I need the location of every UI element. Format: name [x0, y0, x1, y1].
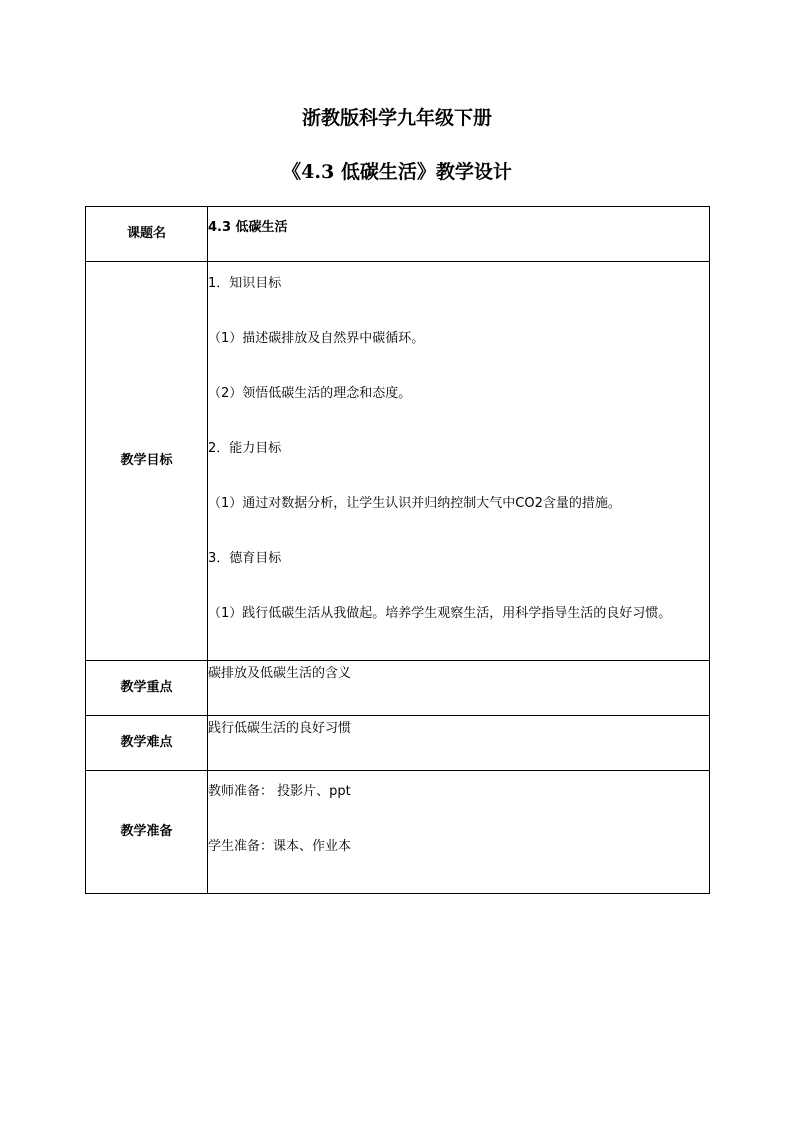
difficulties-value: 践行低碳生活的良好习惯: [208, 721, 352, 736]
table-row-key-points: [86, 661, 710, 716]
goal-line: 2．能力目标: [208, 441, 282, 456]
table-row-preparation: [86, 771, 710, 894]
goals-cell: [208, 262, 710, 661]
topic-cell: [208, 207, 710, 262]
difficulties-cell: [208, 716, 710, 771]
key-points-label: 教学重点: [86, 661, 208, 716]
document-title: 浙教版科学九年级下册: [301, 107, 492, 129]
document-subtitle: 《4.3 低碳生活》教学设计: [282, 161, 512, 183]
lesson-plan-table: [85, 206, 710, 894]
preparation-label: 教学准备: [86, 771, 208, 894]
goals-label: 教学目标: [86, 262, 208, 661]
goal-line: （2）领悟低碳生活的理念和态度。: [208, 386, 412, 401]
key-points-cell: [208, 661, 710, 716]
topic-label: 课题名: [86, 207, 208, 262]
goal-line: （1）践行低碳生活从我做起。培养学生观察生活，用科学指导生活的良好习惯。: [208, 606, 672, 621]
goal-line: （1）通过对数据分析，让学生认识并归纳控制大气中CO2含量的措施。: [208, 496, 621, 511]
goal-line: （1）描述碳排放及自然界中碳循环。: [208, 331, 425, 346]
topic-value: 4.3 低碳生活: [208, 220, 288, 235]
preparation-cell: [208, 771, 710, 894]
preparation-line: 教师准备： 投影片、ppt: [208, 784, 351, 799]
preparation-line: 学生准备：课本、作业本: [208, 839, 352, 854]
goal-line: 1．知识目标: [208, 276, 282, 291]
goal-line: 3．德育目标: [208, 551, 282, 566]
key-points-value: 碳排放及低碳生活的含义: [208, 666, 352, 681]
table-row-difficulties: [86, 716, 710, 771]
table-row-topic: [86, 207, 710, 262]
table-row-goals: [86, 262, 710, 661]
difficulties-label: 教学难点: [86, 716, 208, 771]
